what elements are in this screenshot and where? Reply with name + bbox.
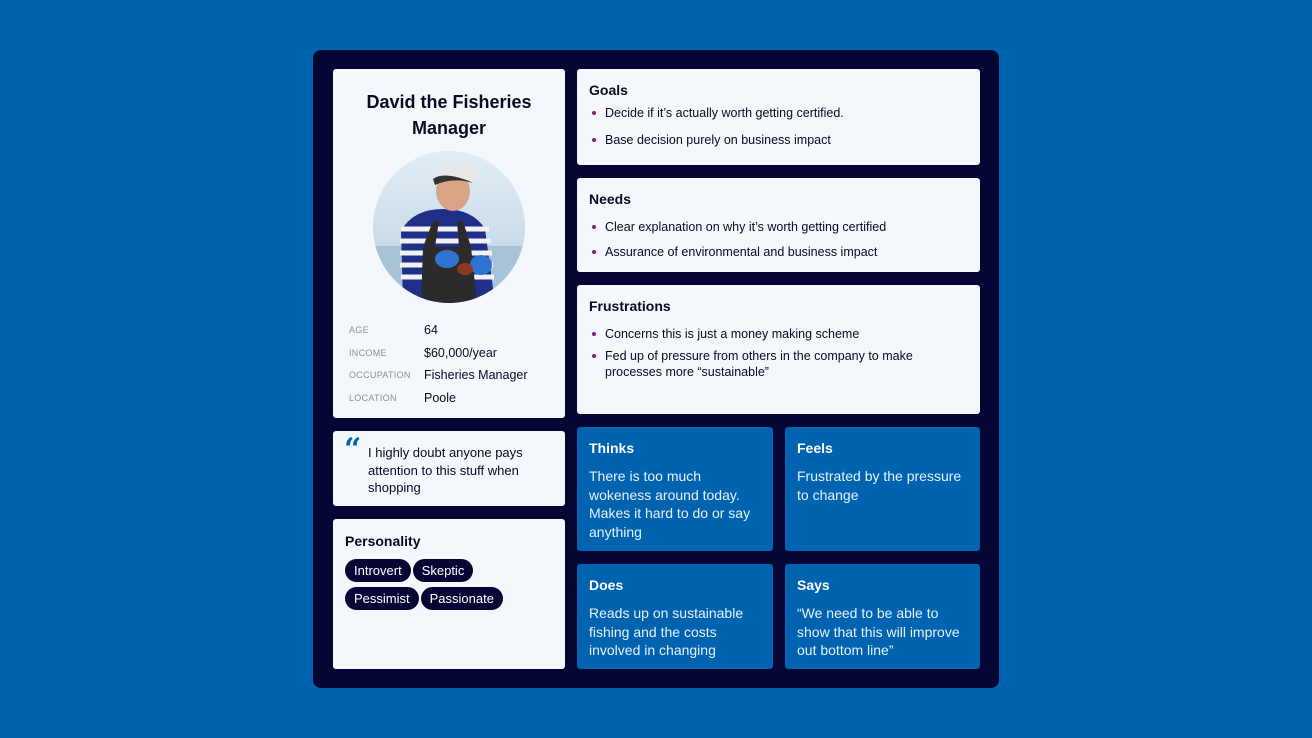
persona-facts bbox=[349, 319, 559, 409]
personality-tag: Skeptic bbox=[413, 559, 474, 582]
fact-location bbox=[349, 387, 559, 410]
says-text: “We need to be able to show that this will improve out bottom line” bbox=[797, 605, 960, 658]
needs-list bbox=[589, 219, 959, 269]
list-item: Concerns this is just a money making scheme bbox=[589, 326, 959, 342]
frustrations-card bbox=[577, 285, 980, 414]
fact-label: LOCATION bbox=[349, 392, 397, 403]
frustrations-title: Frustrations bbox=[589, 298, 671, 314]
thinks-title: Thinks bbox=[589, 440, 635, 456]
fact-occupation bbox=[349, 364, 559, 387]
frustrations-list bbox=[589, 326, 959, 386]
fisherman-photo bbox=[373, 151, 525, 303]
does-title: Does bbox=[589, 577, 624, 593]
avatar bbox=[373, 151, 525, 303]
personality-tag: Pessimist bbox=[345, 587, 419, 610]
fact-value: Fisheries Manager bbox=[424, 368, 528, 383]
personality-tag: Passionate bbox=[421, 587, 503, 610]
fact-value: $60,000/year bbox=[424, 345, 497, 360]
personality-card bbox=[333, 519, 565, 669]
fact-label: INCOME bbox=[349, 347, 387, 358]
thinks-text: There is too much wokeness around today. Makes it hard to do or say anything bbox=[589, 468, 751, 540]
feels-text: Frustrated by the pressure to change bbox=[797, 468, 962, 503]
persona-name: David the Fisheries Manager bbox=[366, 92, 532, 138]
needs-card bbox=[577, 178, 980, 272]
fact-value: 64 bbox=[424, 323, 438, 338]
list-item: Decide if it’s actually worth getting certified. bbox=[589, 105, 959, 121]
feels-card bbox=[785, 427, 980, 551]
fact-label: AGE bbox=[349, 325, 369, 336]
quote-text: I highly doubt anyone pays attention to this stuff when shopping bbox=[368, 445, 523, 495]
list-item: Fed up of pressure from others in the company to make processes more “sustainable” bbox=[589, 348, 959, 380]
personality-tag: Introvert bbox=[345, 559, 411, 582]
goals-list bbox=[589, 105, 959, 159]
list-item: Clear explanation on why it’s worth getting certified bbox=[589, 219, 959, 235]
profile-card bbox=[333, 69, 565, 418]
thinks-card bbox=[577, 427, 773, 551]
fact-income bbox=[349, 342, 559, 365]
quote-card bbox=[333, 431, 565, 506]
does-card bbox=[577, 564, 773, 669]
says-title: Says bbox=[797, 577, 830, 593]
says-card bbox=[785, 564, 980, 669]
fact-age bbox=[349, 319, 559, 342]
needs-title: Needs bbox=[589, 191, 632, 207]
personality-title: Personality bbox=[345, 533, 421, 549]
goals-card bbox=[577, 69, 980, 165]
feels-title: Feels bbox=[797, 440, 833, 456]
list-item: Assurance of environmental and business impact bbox=[589, 244, 959, 260]
quote-icon: “ bbox=[344, 432, 362, 467]
personality-tags bbox=[345, 559, 560, 615]
goals-title: Goals bbox=[589, 82, 628, 98]
list-item: Base decision purely on business impact bbox=[589, 132, 959, 148]
persona-board bbox=[313, 50, 999, 688]
does-text: Reads up on sustainable fishing and the costs involved in changing bbox=[589, 605, 744, 658]
fact-label: OCCUPATION bbox=[349, 370, 411, 381]
fact-value: Poole bbox=[424, 390, 456, 405]
